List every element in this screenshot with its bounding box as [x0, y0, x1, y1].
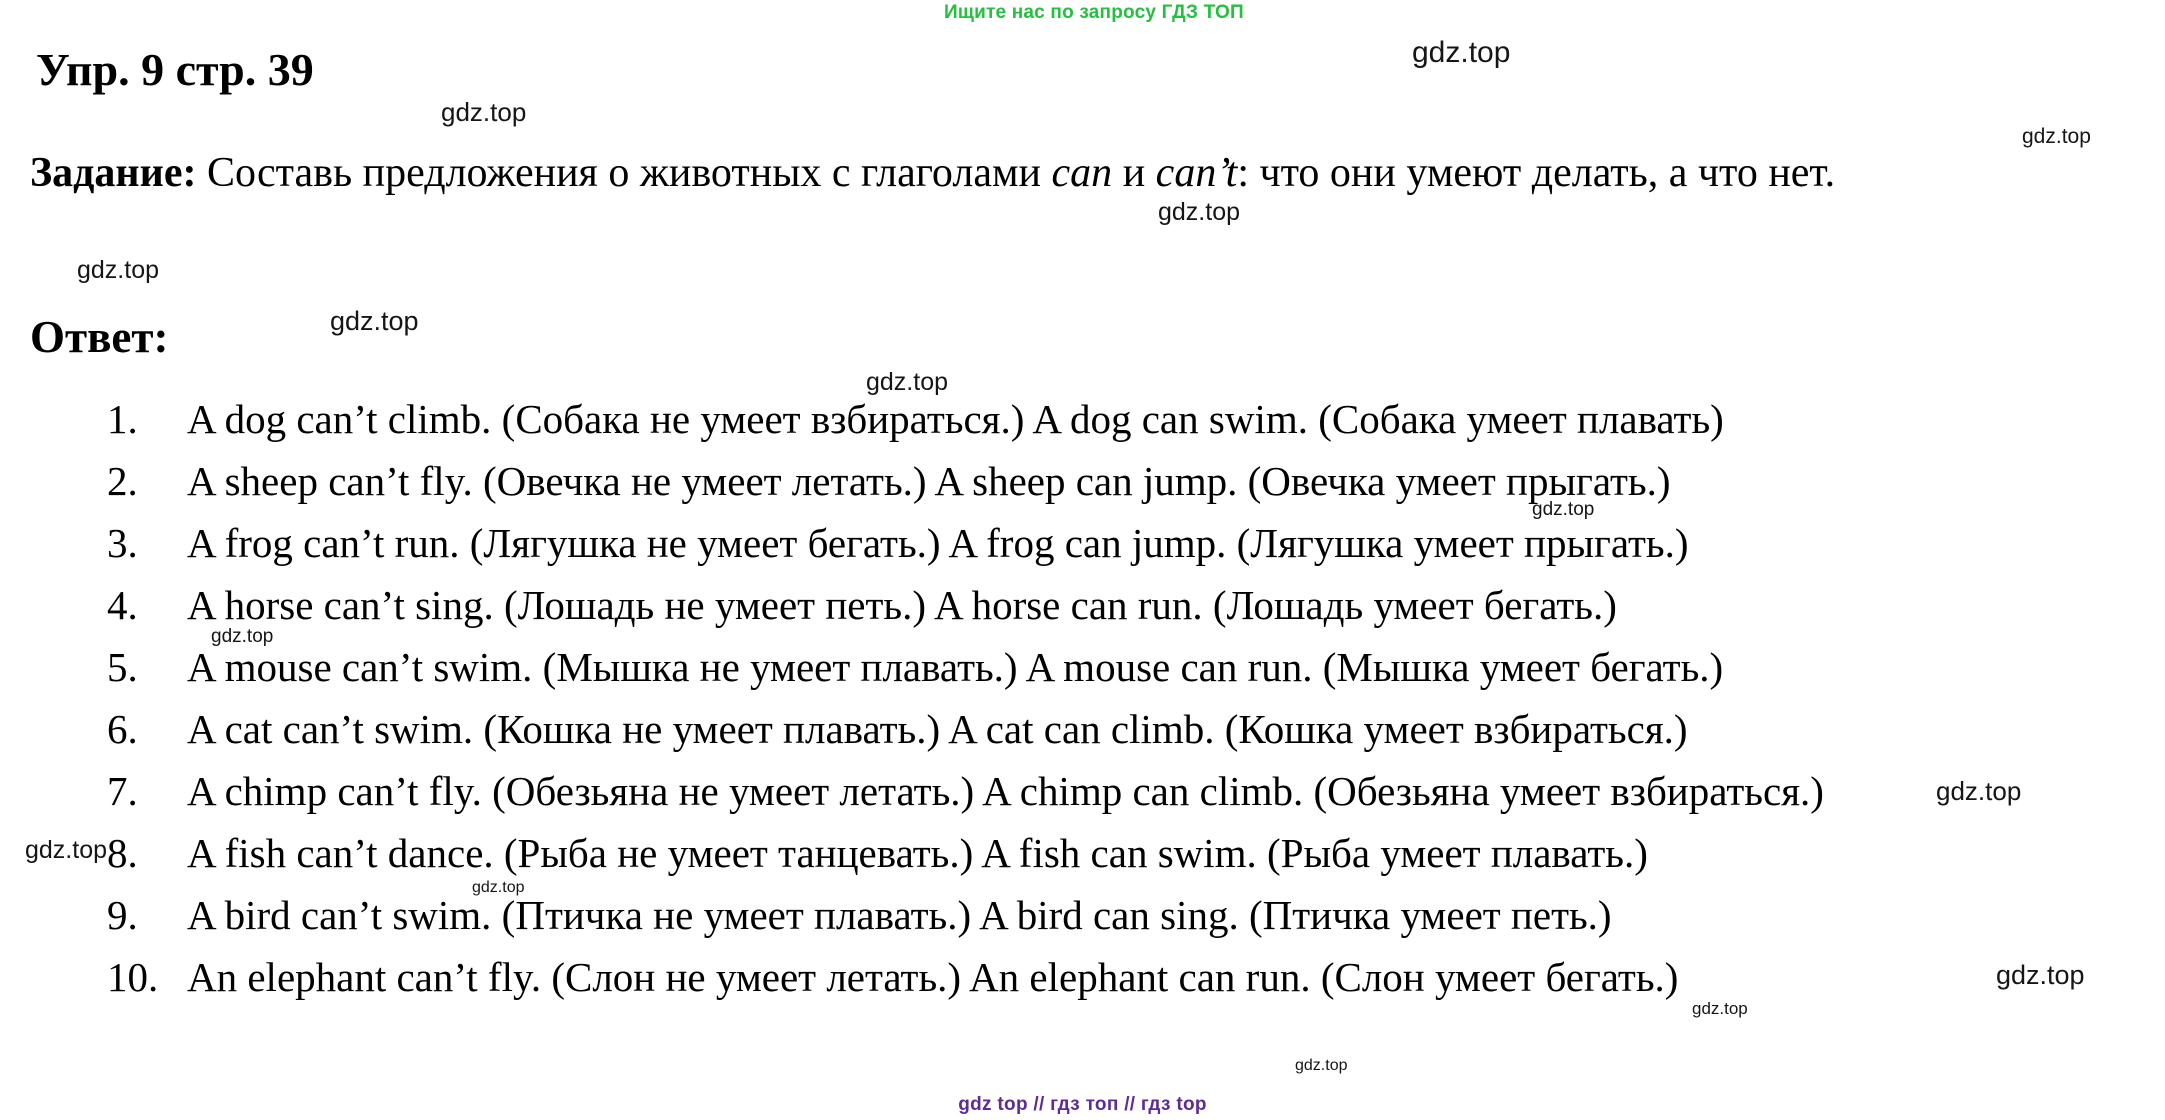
gdz-watermark: gdz.top: [77, 256, 160, 284]
task-segment: : что они умеют делать, а что нет.: [1237, 150, 1836, 196]
gdz-watermark: gdz.top: [1412, 36, 1511, 69]
answer-text: A dog can’t climb. (Собака не умеет взбираться.) A dog can swim. (Собака умеет плавать): [187, 396, 1724, 442]
gdz-watermark: gdz.top: [1692, 999, 1748, 1018]
answer-text: A chimp can’t fly. (Обезьяна не умеет летать.) A chimp can climb. (Обезьяна умеет взбираться.): [187, 768, 1824, 814]
answer-number: 5.: [107, 644, 138, 690]
answer-number: 2.: [107, 458, 138, 504]
gdz-watermark: gdz.top: [1158, 198, 1241, 226]
answer-number: 8.: [107, 830, 138, 876]
answer-item: [0, 450, 2165, 512]
task-segment: и: [1112, 150, 1156, 196]
answer-item: [0, 574, 2165, 636]
answer-number: 1.: [107, 396, 138, 442]
answer-item: [0, 698, 2165, 760]
gdz-watermark: gdz.top: [25, 836, 108, 864]
gdz-watermark: gdz.top: [866, 368, 949, 396]
task-text: [30, 140, 2135, 206]
task-segment: can’t: [1155, 150, 1238, 196]
answer-item: [0, 946, 2165, 1008]
answer-item: [0, 388, 2165, 450]
gdz-watermark: gdz.top: [441, 97, 527, 127]
answer-item: [0, 822, 2165, 884]
gdz-watermark: gdz.top: [1295, 1057, 1348, 1074]
answer-text: A cat can’t swim. (Кошка не умеет плавать.) A cat can climb. (Кошка умеет взбираться.): [187, 706, 1688, 752]
exercise-title: Упр. 9 стр. 39: [36, 44, 314, 95]
gdz-watermark: gdz.top: [1996, 960, 2085, 990]
footer-text: gdz top // гдз топ // гдз top: [958, 1094, 1207, 1115]
answer-text: A sheep can’t fly. (Овечка не умеет летать.) A sheep can jump. (Овечка умеет прыгать.): [187, 458, 1671, 504]
answer-text: A fish can’t dance. (Рыба не умеет танцевать.) A fish can swim. (Рыба умеет плавать.): [187, 830, 1648, 876]
gdz-watermark: gdz.top: [330, 306, 419, 336]
answer-number: 4.: [107, 582, 138, 628]
task-label: Задание:: [30, 150, 197, 196]
answers-list: [0, 388, 2165, 1008]
gdz-watermark: gdz.top: [1532, 499, 1595, 520]
answer-text: A frog can’t run. (Лягушка не умеет бегать.) A frog can jump. (Лягушка умеет прыгать.): [187, 520, 1689, 566]
answer-item: [0, 760, 2165, 822]
answer-text: A bird can’t swim. (Птичка не умеет плавать.) A bird can sing. (Птичка умеет петь.): [187, 892, 1612, 938]
answer-label: Ответ:: [30, 312, 169, 362]
answer-number: 10.: [107, 954, 159, 1000]
answer-item: [0, 636, 2165, 698]
task-segment: Составь предложения о животных с глаголами: [196, 150, 1052, 196]
task-segment: can: [1051, 150, 1113, 196]
gdz-watermark: gdz.top: [211, 626, 274, 647]
gdz-watermark: gdz.top: [472, 879, 525, 896]
answer-item: [0, 884, 2165, 946]
answer-item: [0, 512, 2165, 574]
promo-text: Ищите нас по запросу ГДЗ ТОП: [944, 2, 1244, 23]
answer-number: 3.: [107, 520, 138, 566]
task-body: [196, 150, 1835, 196]
answer-number: 9.: [107, 892, 138, 938]
answer-number: 6.: [107, 706, 138, 752]
answer-text: A horse can’t sing. (Лошадь не умеет петь.) A horse can run. (Лошадь умеет бегать.): [187, 582, 1617, 628]
answer-text: An elephant can’t fly. (Слон не умеет летать.) An elephant can run. (Слон умеет бегать.): [187, 954, 1679, 1000]
gdz-watermark: gdz.top: [2022, 125, 2091, 148]
answer-text: A mouse can’t swim. (Мышка не умеет плавать.) A mouse can run. (Мышка умеет бегать.): [187, 644, 1724, 690]
gdz-watermark: gdz.top: [1936, 776, 2022, 806]
answer-number: 7.: [107, 768, 138, 814]
